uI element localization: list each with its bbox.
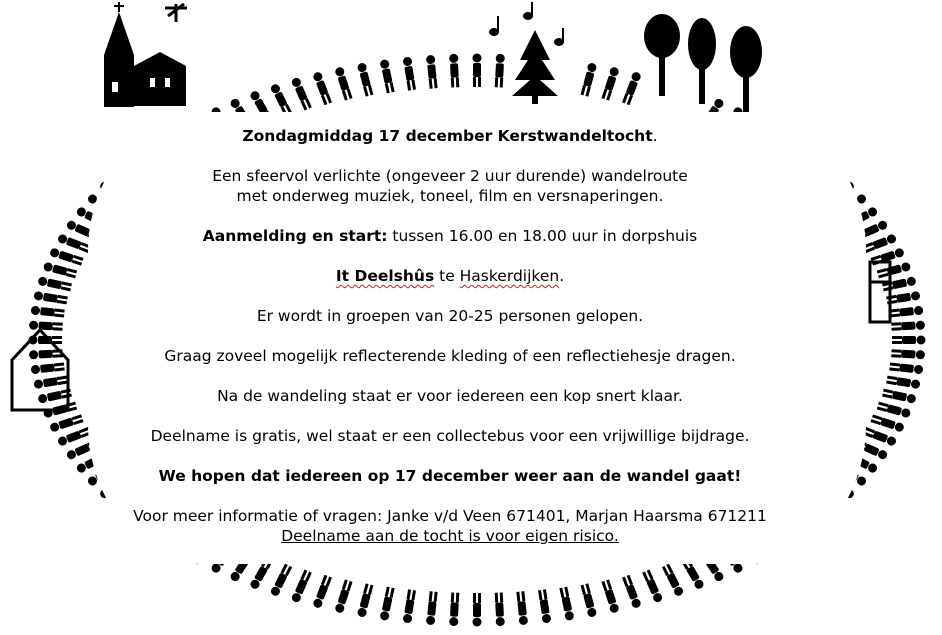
invitation-text: Zondagmiddag 17 december Kerstwandeltocht. Een sfeervol verlichte (ongeveer 2 uur durende) wandelroute met onderweg muziek, toneel, film en versnaperingen. Aanmelding en start: tussen 16.00 en 18.00 uur in dorpshuis It Deelshûs te Haskerdijken. Er wordt in groepen van 20-25 personen gelopen. Graag zoveel mogelijk reflecterende kleding of een reflectiehesje dragen. Na de wandeling staat er voor iedereen een kop snert klaar. Deelname is gratis, wel staat er een collectebus voor een vrijwillige bijdrage. We hopen dat iedereen op 17 december weer aan de wandel gaat! Voor meer informatie of vragen: Janke v/d Veen 671401, Marjan Haarsma 671211 Deelname aan de tocht is voor eigen risico. (60, 122, 840, 546)
walking-person-icon (426, 55, 438, 89)
walking-person-icon (516, 591, 528, 625)
star-icon (165, 4, 187, 22)
risk-disclaimer: Deelname aan de tocht is voor eigen risico. (281, 527, 619, 545)
walking-person-icon (863, 233, 898, 253)
walking-person-icon (379, 586, 395, 621)
walking-person-icon (877, 261, 912, 278)
walking-person-icon (312, 71, 332, 106)
walking-person-icon (269, 563, 292, 597)
donation-note: Deelname is gratis, wel staat er een collectebus voor een vrijwillige bijdrage. (150, 427, 750, 445)
contact-info: Voor meer informatie of vragen: Janke v/d Veen 671401, Marjan Haarsma 671211 (133, 507, 767, 525)
walking-person-icon (449, 54, 460, 88)
route-description: Een sfeervol verlichte (ongeveer 2 uur durende) wandelroute (212, 167, 688, 185)
walking-person-icon (661, 563, 684, 597)
walking-person-icon (882, 276, 917, 292)
walking-person-icon (494, 592, 505, 626)
walking-person-icon (559, 586, 575, 621)
walking-person-icon (449, 592, 460, 626)
walking-person-icon (892, 336, 926, 345)
walking-person-icon (312, 575, 332, 610)
walking-person-icon (882, 388, 917, 404)
group-size-note: Er wordt in groepen van 20-25 personen gelopen. (256, 307, 644, 325)
walking-person-icon (402, 56, 416, 90)
walking-person-icon (877, 401, 912, 418)
walking-person-icon (473, 593, 482, 627)
walking-person-icon (580, 583, 597, 618)
walking-person-icon (891, 321, 925, 332)
walking-person-icon (269, 83, 292, 117)
village-name: Haskerdijken (459, 267, 560, 285)
clothing-note: Graag zoveel mogelijk reflecterende kleding of een reflectiehesje dragen. (164, 347, 736, 365)
soup-note: Na de wandeling staat er voor iedereen een kop snert klaar. (217, 387, 683, 405)
walking-person-icon (290, 76, 312, 110)
church-icon (104, 2, 186, 107)
event-title: Zondagmiddag 17 december Kerstwandeltocht (242, 127, 653, 145)
tree-icon (512, 30, 558, 104)
walking-person-icon (29, 336, 63, 345)
walking-person-icon (601, 579, 620, 614)
walking-person-icon (886, 375, 920, 389)
walking-person-icon (863, 426, 898, 446)
walking-person-icon (402, 589, 416, 623)
walking-person-icon (334, 579, 353, 614)
walking-person-icon (357, 62, 374, 97)
registration-label: Aanmelding en start: (202, 227, 388, 245)
walking-person-icon (642, 569, 664, 603)
walking-person-icon (379, 59, 395, 94)
walking-person-icon (889, 362, 923, 374)
walking-person-icon (357, 583, 374, 618)
route-description-2: met onderweg muziek, toneel, film en versnaperingen. (236, 187, 664, 205)
walking-person-icon (29, 349, 63, 360)
walking-person-icon (290, 569, 312, 603)
registration-time: tussen 16.00 en 18.00 uur in dorpshuis (387, 227, 698, 245)
closing-message: We hopen dat iedereen op 17 december weer aan de wandel gaat! (158, 467, 742, 485)
walking-person-icon (580, 62, 597, 97)
music-note-icon (490, 2, 563, 45)
tree-icon (644, 14, 762, 112)
walking-person-icon (29, 321, 63, 332)
walking-person-icon (870, 414, 905, 433)
walking-person-icon (889, 306, 923, 318)
walking-person-icon (494, 54, 505, 88)
walking-person-icon (334, 66, 353, 101)
walking-person-icon (426, 591, 438, 625)
venue-name: It Deelshûs (335, 267, 435, 285)
walking-person-icon (473, 54, 482, 88)
walking-person-icon (538, 589, 552, 623)
walking-person-icon (891, 349, 925, 360)
walking-person-icon (622, 575, 642, 610)
walking-person-icon (601, 66, 620, 101)
walking-person-icon (622, 71, 642, 106)
